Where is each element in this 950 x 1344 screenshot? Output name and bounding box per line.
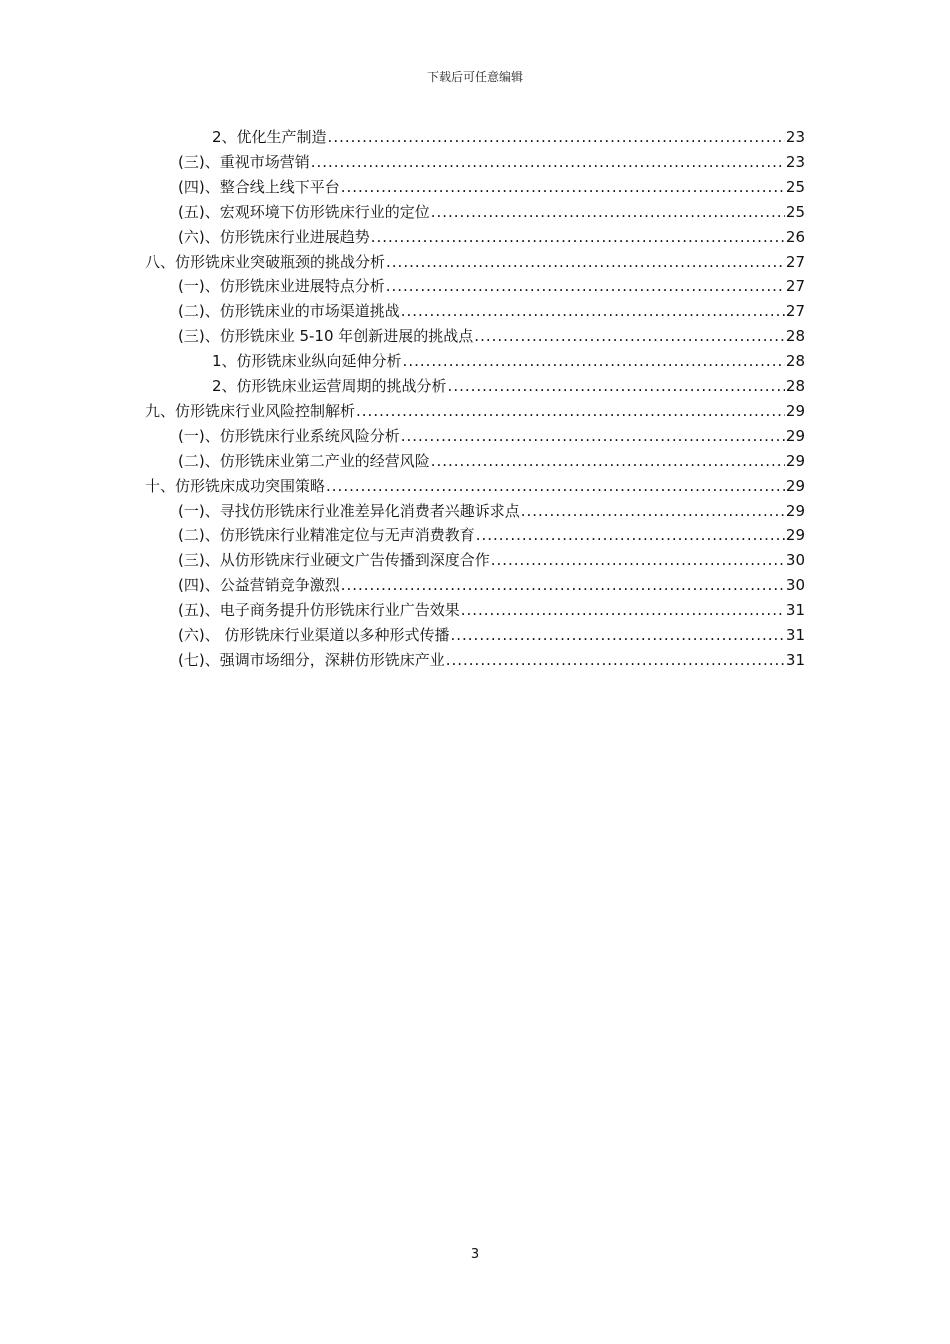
toc-entry-page: 29: [785, 451, 805, 470]
toc-entry-page: 31: [785, 601, 805, 620]
toc-entry-label: (一)、仿形铣床行业系统风险分析: [178, 426, 400, 445]
toc-entry[interactable]: [178, 275, 805, 297]
toc-dot-leader: [448, 375, 785, 397]
toc-entry-page: 23: [785, 152, 805, 171]
toc-entry-label: (六)、 仿形铣床行业渠道以多种形式传播: [178, 626, 450, 644]
toc-entry-label: 八、仿形铣床业突破瓶颈的挑战分析: [145, 252, 386, 271]
toc-entry-label: 2、仿形铣床业运营周期的挑战分析: [212, 377, 447, 395]
toc-entry[interactable]: [212, 375, 805, 397]
page-header: 下载后可任意编辑: [426, 70, 523, 84]
toc-entry-label: (二)、仿形铣床业的市场渠道挑战: [178, 302, 400, 321]
toc-entry[interactable]: [178, 201, 805, 223]
toc-dot-leader: [386, 275, 785, 297]
toc-entry[interactable]: [145, 251, 805, 273]
toc-dot-leader: [521, 500, 785, 522]
toc-dot-leader: [474, 325, 785, 347]
toc-entry-label: (四)、整合线上线下平台: [178, 177, 340, 196]
toc-entry-label: (五)、电子商务提升仿形铣床行业广告效果: [178, 601, 460, 620]
toc-entry-page: 30: [785, 576, 805, 595]
toc-entry-page: 26: [785, 227, 805, 246]
toc-entry-label: (三)、仿形铣床业 5-10 年创新进展的挑战点: [178, 327, 474, 346]
toc-entry[interactable]: [145, 400, 805, 422]
toc-entry-label: (二)、仿形铣床行业精准定位与无声消费教育: [178, 526, 475, 545]
toc-entry-page: 29: [785, 401, 805, 420]
toc-entry-page: 25: [785, 202, 805, 221]
toc-entry-label: 九、仿形铣床行业风险控制解析: [145, 401, 356, 420]
toc-entry[interactable]: [178, 226, 805, 248]
toc-entry[interactable]: [178, 325, 805, 347]
toc-dot-leader: [403, 350, 785, 372]
toc-entry-page: 27: [785, 252, 805, 271]
toc-entry-page: 29: [785, 476, 805, 495]
toc-dot-leader: [341, 176, 785, 198]
toc-dot-leader: [356, 400, 785, 422]
toc-dot-leader: [491, 549, 785, 571]
toc-entry-page: 28: [785, 352, 805, 371]
toc-entry-page: 28: [785, 377, 805, 395]
toc-entry-label: (二)、仿形铣床业第二产业的经营风险: [178, 451, 430, 470]
toc-entry-label: (四)、公益营销竞争激烈: [178, 576, 340, 595]
toc-entry-page: 28: [785, 327, 805, 346]
toc-entry-label: (六)、仿形铣床行业进展趋势: [178, 227, 370, 246]
toc-entry[interactable]: [212, 126, 805, 148]
toc-dot-leader: [446, 649, 785, 671]
toc-entry[interactable]: [178, 176, 805, 198]
toc-dot-leader: [341, 574, 785, 596]
toc-dot-leader: [311, 151, 785, 173]
toc-entry[interactable]: [178, 599, 805, 621]
toc-entry-page: 29: [785, 526, 805, 545]
toc-dot-leader: [386, 251, 785, 273]
toc-entry[interactable]: [178, 425, 805, 447]
toc-entry-page: 30: [785, 551, 805, 570]
toc-dot-leader: [401, 425, 785, 447]
toc-entry-label: (七)、强调市场细分，深耕仿形铣床产业: [178, 650, 445, 669]
toc-entry-label: (五)、宏观环境下仿形铣床行业的定位: [178, 202, 430, 221]
toc-entry[interactable]: [178, 649, 805, 671]
toc-entry-label: 2、优化生产制造: [212, 128, 327, 146]
toc-entry-page: 29: [785, 426, 805, 445]
toc-entry[interactable]: [178, 524, 805, 546]
toc-dot-leader: [450, 624, 784, 646]
toc-dot-leader: [328, 126, 785, 148]
toc-entry-page: 31: [785, 650, 805, 669]
toc-dot-leader: [476, 524, 785, 546]
toc-dot-leader: [431, 201, 785, 223]
toc-dot-leader: [371, 226, 785, 248]
toc-entry[interactable]: [212, 350, 805, 372]
page-number: 3: [470, 1247, 480, 1262]
toc-dot-leader: [326, 475, 785, 497]
toc-entry[interactable]: [178, 450, 805, 472]
toc-dot-leader: [401, 300, 785, 322]
toc-entry-page: 23: [785, 128, 805, 146]
toc-entry[interactable]: [178, 300, 805, 322]
toc-dot-leader: [431, 450, 785, 472]
toc-entry[interactable]: [178, 549, 805, 571]
toc-entry-page: 29: [785, 501, 805, 520]
toc-entry-label: (三)、重视市场营销: [178, 152, 310, 171]
toc-entry-label: (一)、寻找仿形铣床行业准差异化消费者兴趣诉求点: [178, 501, 520, 520]
toc-entry[interactable]: [145, 475, 805, 497]
toc-entry-label: (三)、从仿形铣床行业硬文广告传播到深度合作: [178, 551, 490, 570]
toc-entry-page: 25: [785, 177, 805, 196]
toc-entry-page: 31: [785, 626, 805, 644]
toc-entry[interactable]: [178, 500, 805, 522]
toc-entry[interactable]: [178, 151, 805, 173]
toc-entry-label: 1、仿形铣床业纵向延伸分析: [212, 352, 402, 371]
toc-entry-page: 27: [785, 277, 805, 296]
toc-entry[interactable]: [178, 574, 805, 596]
toc-entry-page: 27: [785, 302, 805, 321]
toc-dot-leader: [461, 599, 785, 621]
toc-entry-label: (一)、仿形铣床业进展特点分析: [178, 277, 385, 296]
toc-entry-label: 十、仿形铣床成功突围策略: [145, 476, 326, 495]
toc-entry[interactable]: [178, 624, 805, 646]
